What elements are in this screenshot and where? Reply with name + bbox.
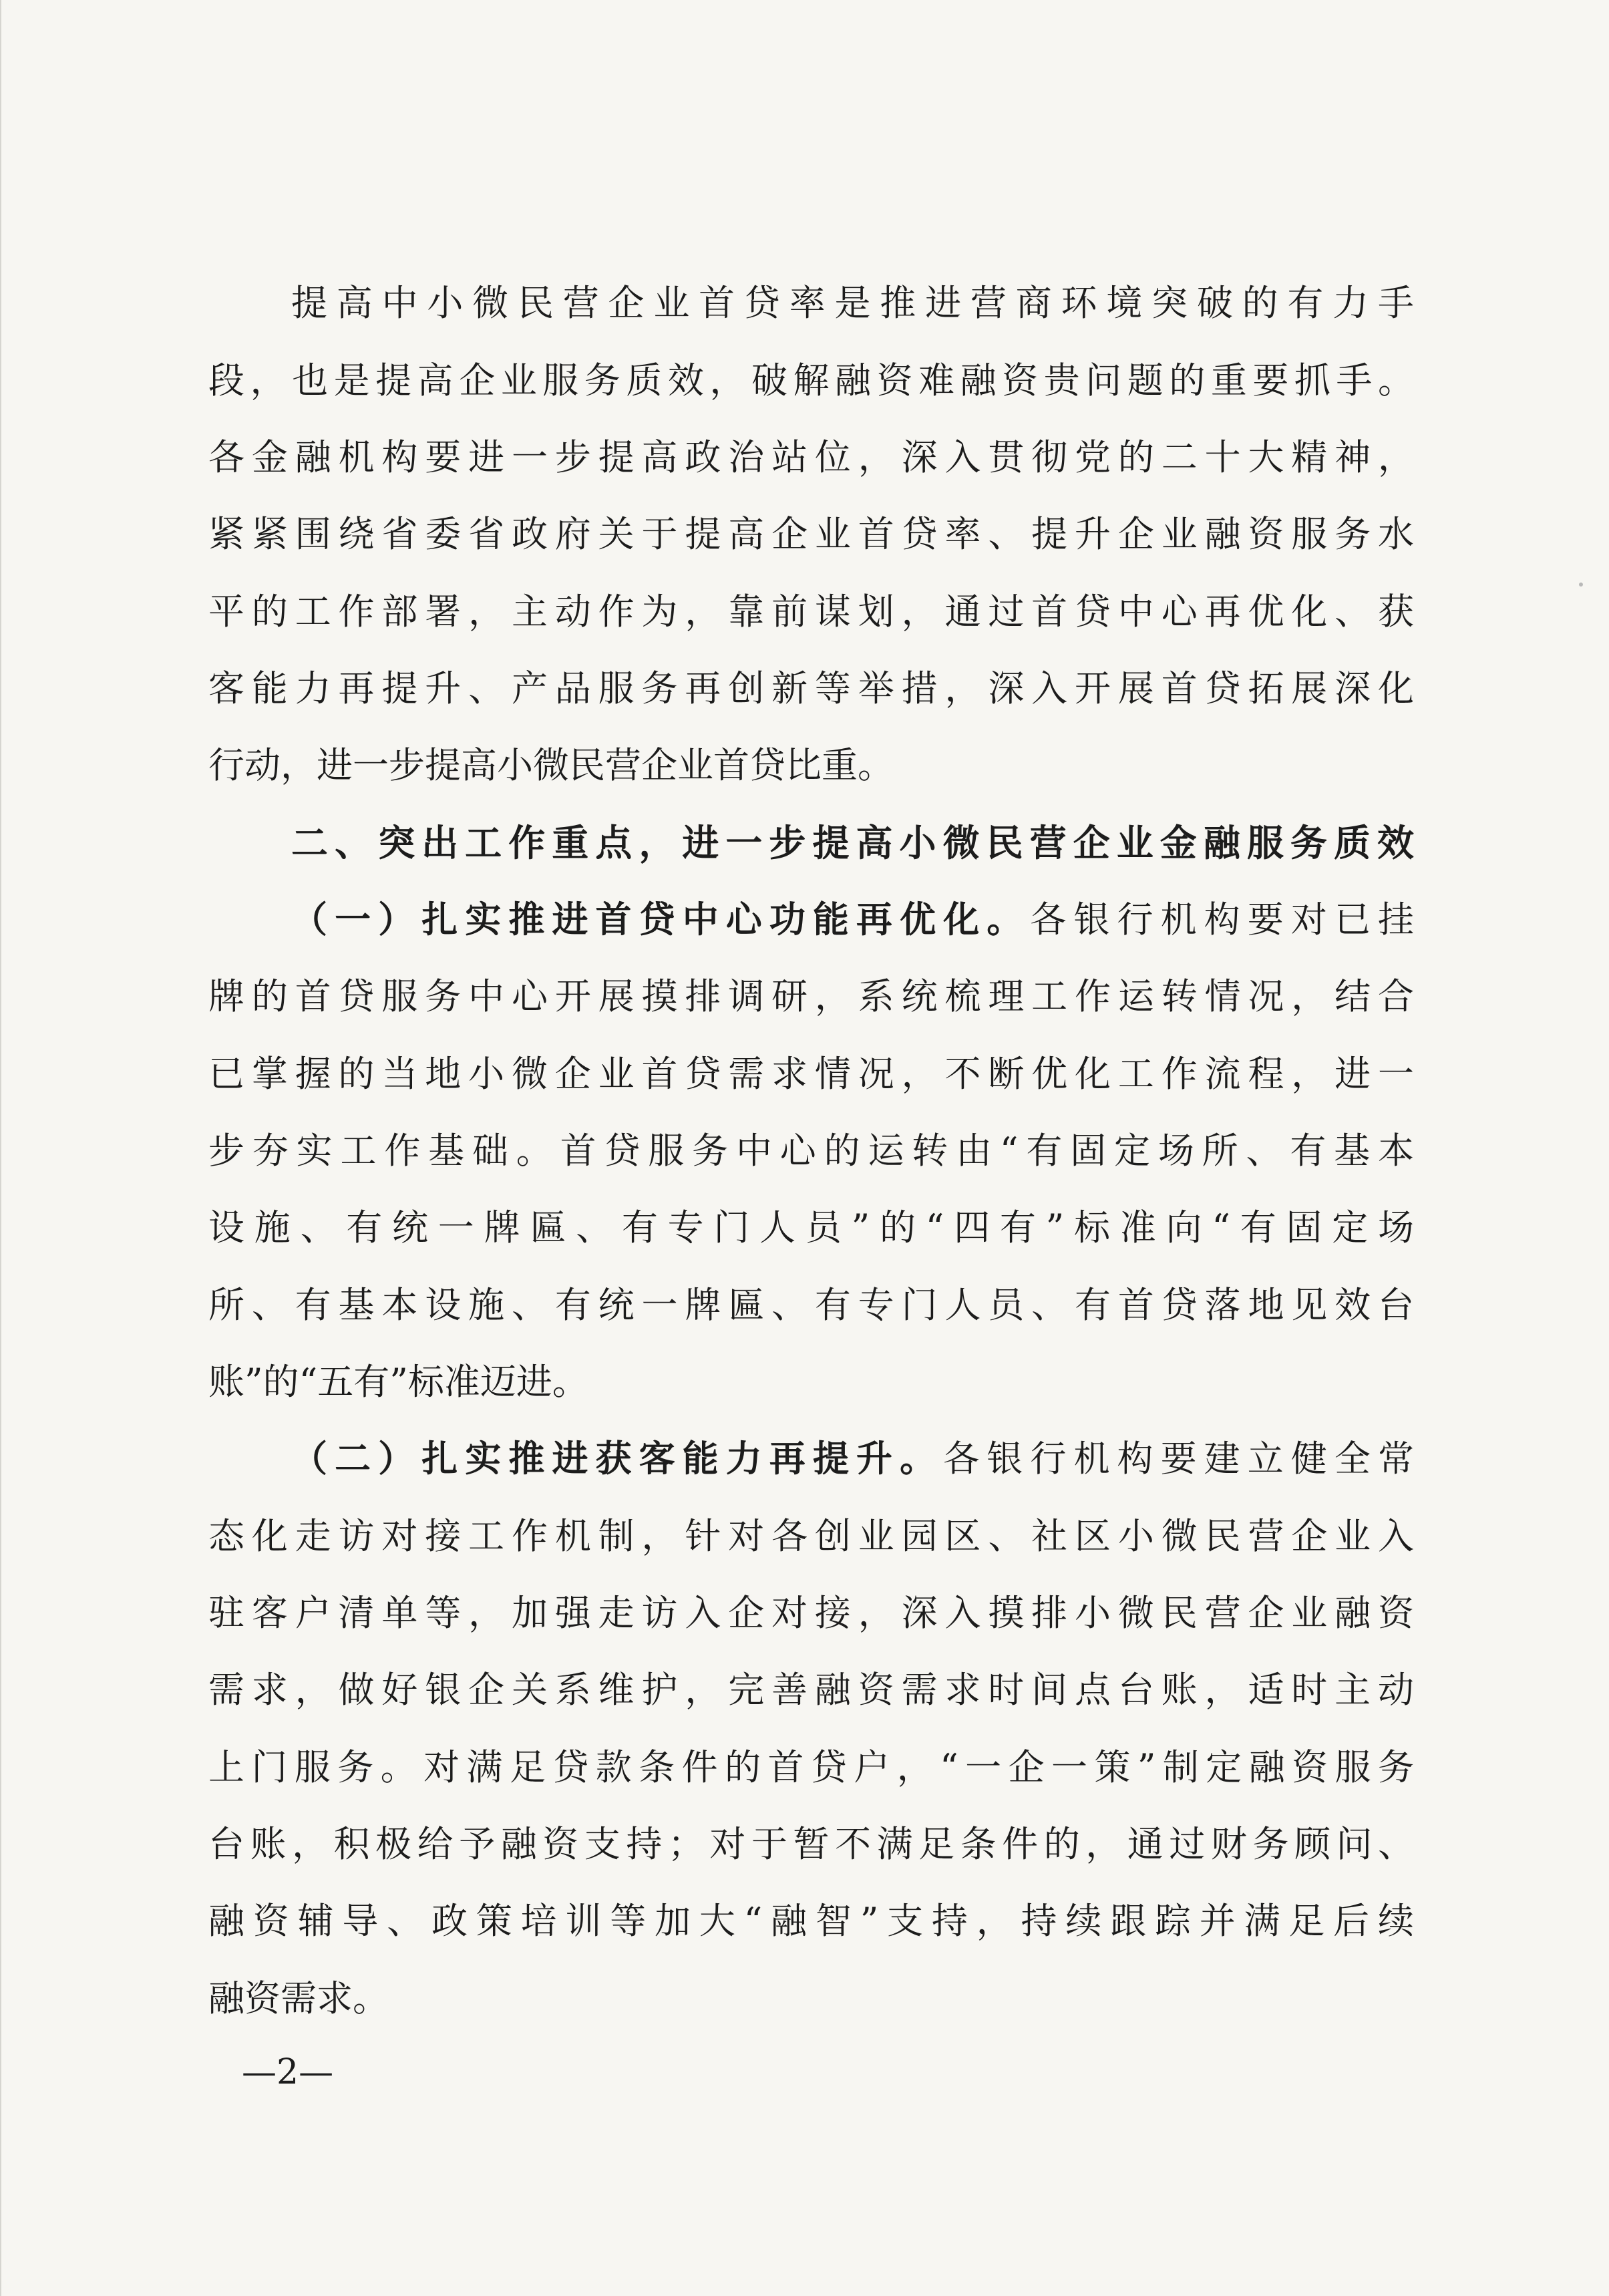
item2-line-3: 驻客户清单等，加强走访入企对接，深入摸排小微民营企业融资 [208,1592,1414,1634]
item2-line-2: 态化走访对接工作机制，针对各创业园区、社区小微民营企业入 [208,1515,1414,1557]
item1-line-7: 账”的“五有”标准迈进。 [208,1361,588,1403]
page-number: —2— [242,2052,334,2092]
item2-first-line [291,1435,1414,1483]
item1-line-5: 设施、有统一牌匾、有专门人员”的“四有”标准向“有固定场 [208,1206,1414,1249]
item1-first-line [291,896,1414,944]
item1-first-rest: 各银行机构要对已挂 [1030,898,1414,941]
section-heading: 二、突出工作重点，进一步提高小微民营企业金融服务质效 [291,822,1414,864]
item1-line-6: 所、有基本设施、有统一牌匾、有专门人员、有首贷落地见效台 [208,1284,1414,1326]
item1-line-2: 牌的首贷服务中心开展摸排调研，系统梳理工作运转情况，结合 [208,975,1414,1017]
item2-line-8: 融资需求。 [208,1977,389,2019]
paragraph1-line-4: 紧紧围绕省委省政府关于提高企业首贷率、提升企业融资服务水 [208,513,1414,555]
item2-title: （二）扎实推进获客能力再提升。 [291,1438,944,1480]
item2-line-4: 需求，做好银企关系维护，完善融资需求时间点台账，适时主动 [208,1669,1414,1711]
item2-line-5: 上门服务。对满足贷款条件的首贷户，“一企一策”制定融资服务 [208,1746,1414,1788]
paragraph1-line-2: 段，也是提高企业服务质效，破解融资难融资贵问题的重要抓手。 [208,359,1414,401]
scan-speck [1579,583,1583,587]
item1-line-4: 步夯实工作基础。首贷服务中心的运转由“有固定场所、有基本 [208,1130,1414,1172]
item2-line-6: 台账，积极给予融资支持；对于暂不满足条件的，通过财务顾问、 [208,1823,1414,1865]
scan-edge-left [0,0,1,2296]
item1-title: （一）扎实推进首贷中心功能再优化。 [291,898,1031,941]
paragraph1-line-3: 各金融机构要进一步提高政治站位，深入贯彻党的二十大精神， [208,436,1414,478]
item2-first-rest: 各银行机构要建立健全常 [943,1438,1415,1480]
item1-line-3: 已掌握的当地小微企业首贷需求情况，不断优化工作流程，进一 [208,1053,1414,1095]
paragraph1-line-5: 平的工作部署，主动作为，靠前谋划，通过首贷中心再优化、获 [208,591,1414,633]
paragraph1-line-1: 提高中小微民营企业首贷率是推进营商环境突破的有力手 [291,282,1414,324]
item2-line-7: 融资辅导、政策培训等加大“融智”支持，持续跟踪并满足后续 [208,1900,1414,1942]
paragraph1-line-7: 行动，进一步提高小微民营企业首贷比重。 [208,744,894,786]
paragraph1-line-6: 客能力再提升、产品服务再创新等举措，深入开展首贷拓展深化 [208,667,1414,709]
